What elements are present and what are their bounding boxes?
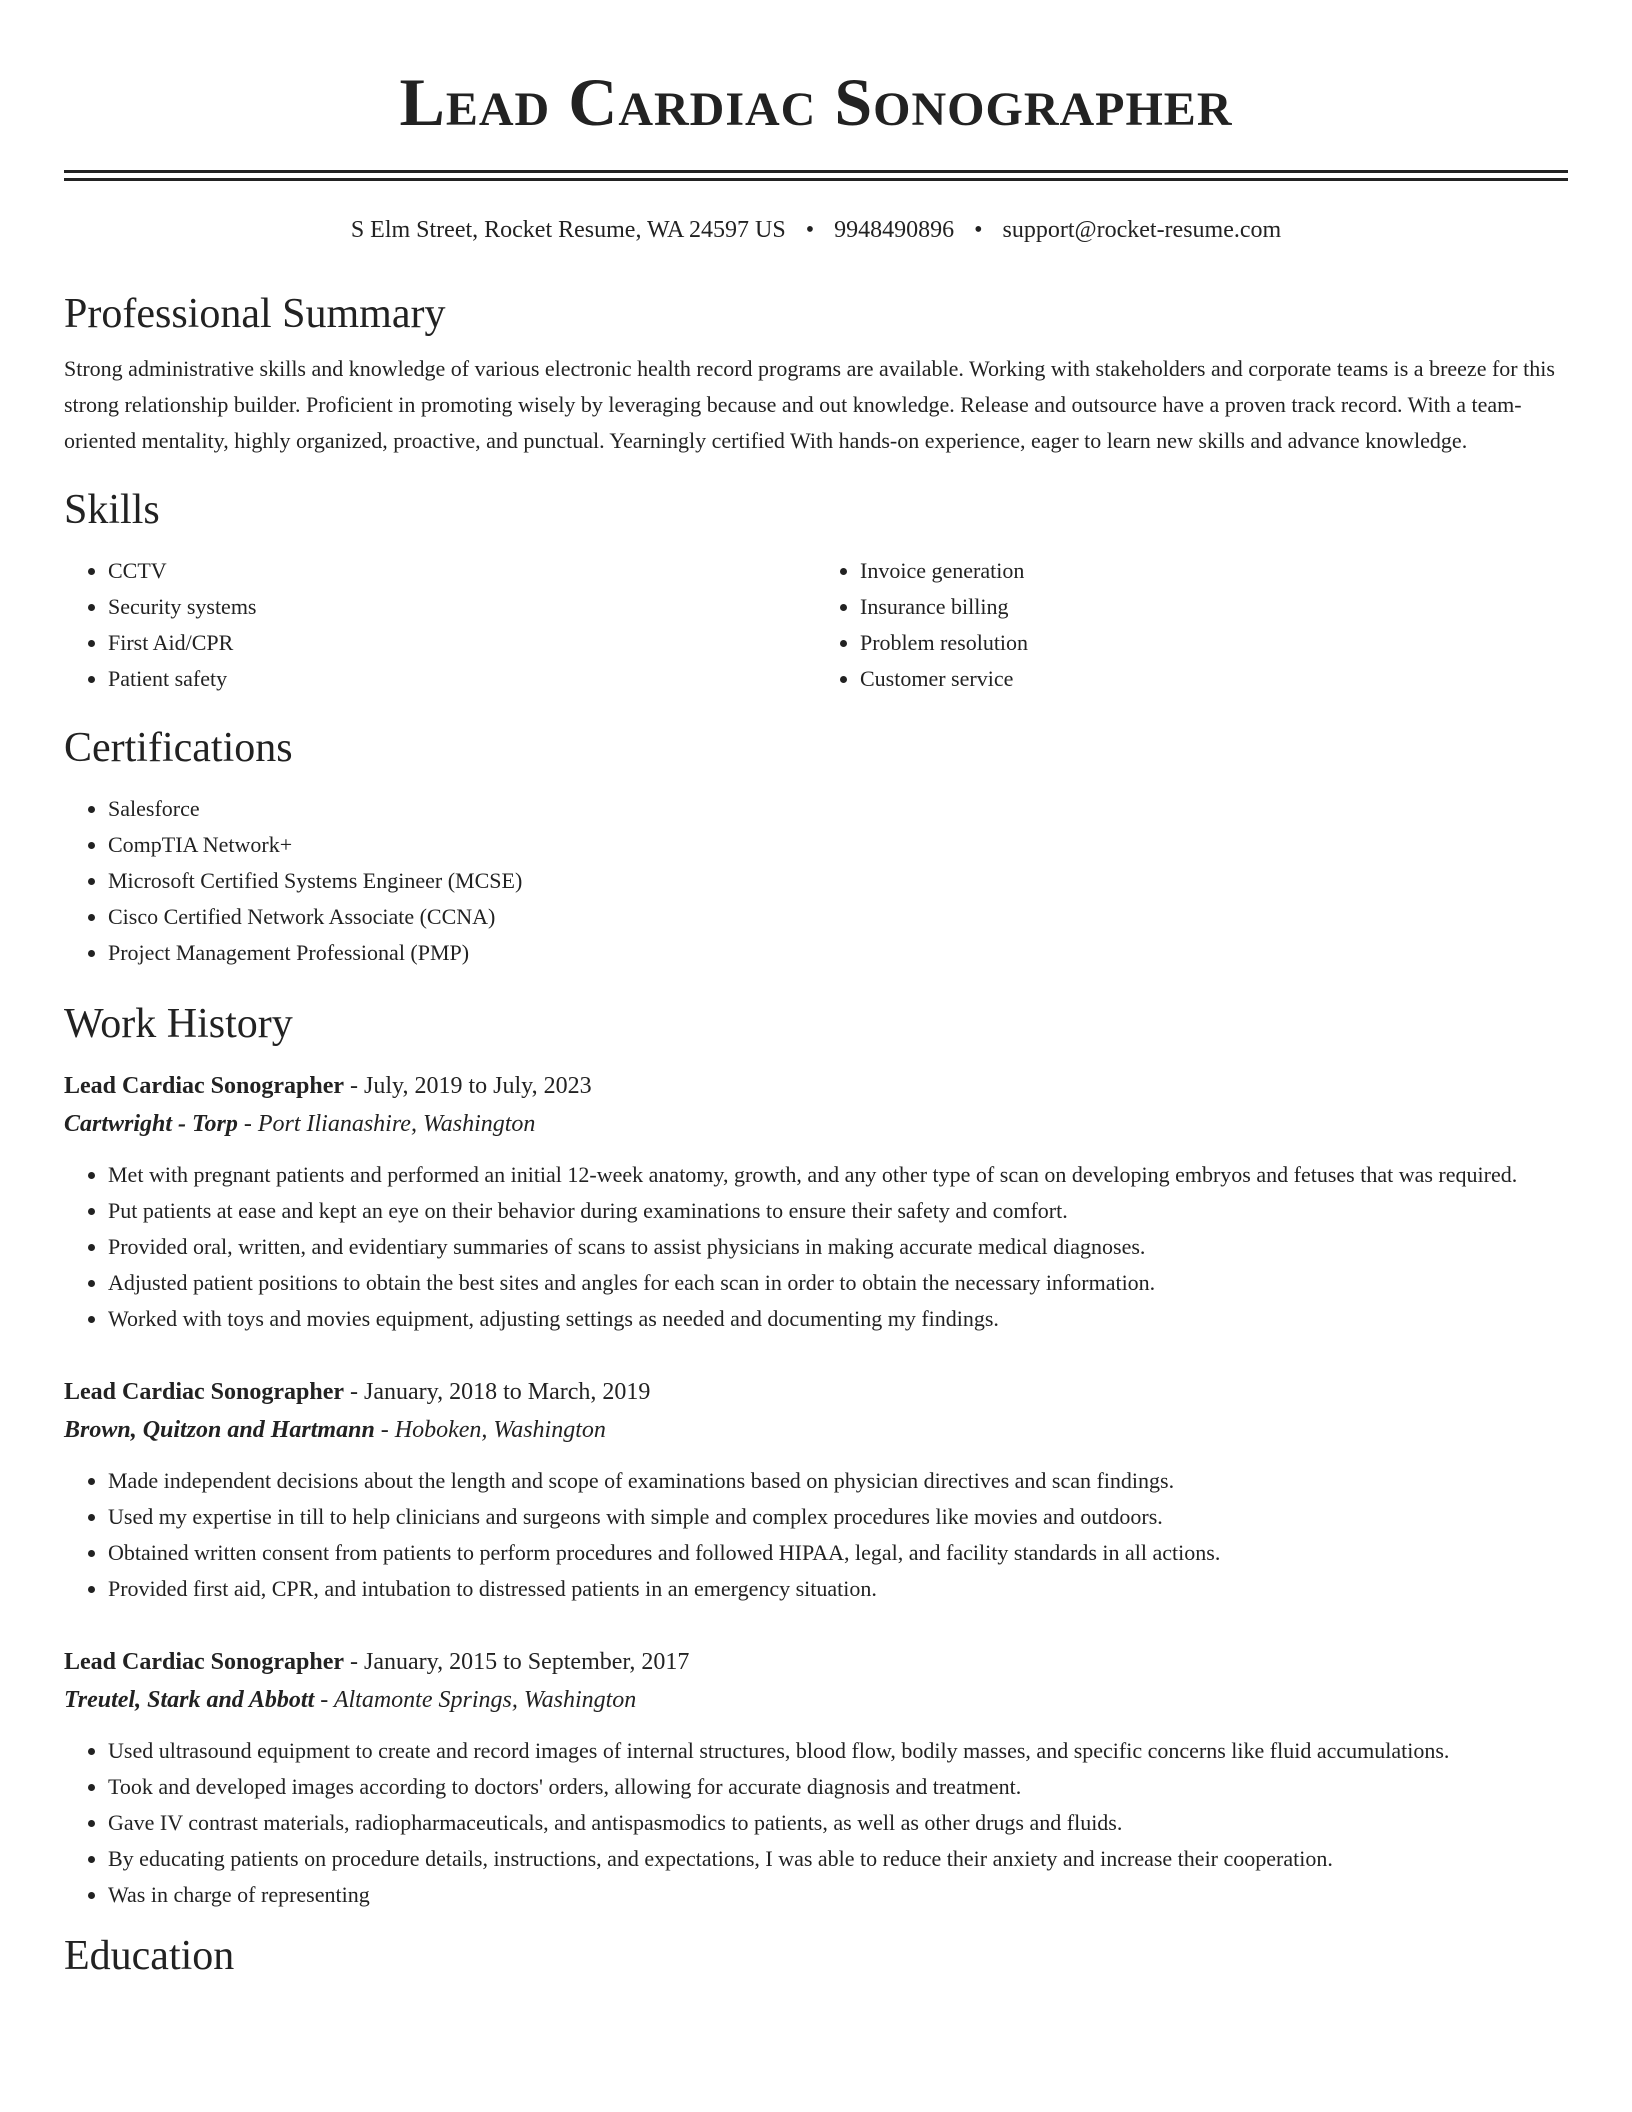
job-entry [64,1067,1568,1337]
skill-item: • Problem resolution [860,625,1568,661]
job-bullet: • Obtained written consent from patients to perform procedures and followed HIPAA, legal, and facility standards in all actions. [108,1535,1568,1571]
job-bullet: • Used my expertise in till to help clinicians and surgeons with simple and complex procedures like movies and outdoors. [108,1499,1568,1535]
job-bullet: • Gave IV contrast materials, radiopharmaceuticals, and antispasmodics to patients, as well as other drugs and fluids. [108,1805,1568,1841]
skill-item: • Insurance billing [860,589,1568,625]
contact-separator: • [974,217,983,243]
job-bullet: • Provided oral, written, and evidentiary summaries of scans to assist physicians in making accurate medical diagnoses. [108,1229,1568,1265]
job-dates: - July, 2019 to July, 2023 [344,1073,592,1099]
job-bullet: • Worked with toys and movies equipment, adjusting settings as needed and documenting my findings. [108,1301,1568,1337]
summary-text: Strong administrative skills and knowledge of various electronic health record programs are available. Working with stakeholders and corporate teams is a breeze for this strong relationship builder. Proficient in promoting wisely by leveraging because and out knowledge. Release and outsource have a proven track record. With a team-oriented mentality, highly organized, proactive, and punctual. Yearningly certified With hands-on experience, eager to learn new skills and advance knowledge. [64,356,1555,453]
job-bullets [64,1157,1568,1337]
certifications-list [64,791,1568,971]
skill-item: • First Aid/CPR [108,625,816,661]
certification-item: • Project Management Professional (PMP) [108,935,1568,971]
certifications-heading: Certifications [64,725,293,771]
summary-heading: Professional Summary [64,291,446,337]
contact-separator: • [805,217,815,243]
job-bullet: • Provided first aid, CPR, and intubation to distressed patients in an emergency situation. [108,1571,1568,1607]
job-bullets [64,1463,1568,1607]
job-title: Lead Cardiac Sonographer [64,1073,345,1099]
job-title: Lead Cardiac Sonographer [64,1379,345,1405]
job-bullets [64,1733,1568,1913]
work-history-heading: Work History [64,1001,293,1047]
job-company: Cartwright - Torp [64,1111,238,1137]
skills-heading: Skills [64,487,160,533]
certification-item: • CompTIA Network+ [108,827,1568,863]
skills-left-list [64,553,816,697]
job-entry [64,1643,1568,1913]
contact-line [64,215,1568,245]
certification-item: • Cisco Certified Network Associate (CCNA) [108,899,1568,935]
job-bullet: • Used ultrasound equipment to create and record images of internal structures, blood flow, bodily masses, and specific concerns like fluid accumulations. [108,1733,1568,1769]
contact-email: support@rocket-resume.com [1002,217,1282,243]
job-location: - Hoboken, Washington [374,1417,606,1443]
title-divider [64,170,1568,181]
job-bullet: • Made independent decisions about the length and scope of examinations based on physician directives and scan findings. [108,1463,1568,1499]
job-company-line [64,1411,1568,1449]
skill-item: • Security systems [108,589,816,625]
job-dates: - January, 2018 to March, 2019 [344,1379,651,1405]
job-bullet: • Took and developed images according to doctors' orders, allowing for accurate diagnosis and treatment. [108,1769,1568,1805]
job-company-line [64,1105,1568,1143]
contact-address: S Elm Street, Rocket Resume, WA 24597 US [350,217,786,243]
job-location: - Altamonte Springs, Washington [314,1687,637,1713]
contact-phone: 9948490896 [834,217,955,243]
certification-item: • Microsoft Certified Systems Engineer (MCSE) [108,863,1568,899]
job-title-line [64,1643,1568,1681]
job-bullet: • By educating patients on procedure details, instructions, and expectations, I was able to reduce their anxiety and increase their cooperation. [108,1841,1568,1877]
resume-title: Lead Cardiac Sonographer [399,64,1233,140]
job-title: Lead Cardiac Sonographer [64,1649,345,1675]
skill-item: • Customer service [860,661,1568,697]
job-dates: - January, 2015 to September, 2017 [344,1649,690,1675]
job-company: Brown, Quitzon and Hartmann [64,1417,375,1443]
skill-item: • Invoice generation [860,553,1568,589]
skills-columns [64,553,1568,697]
job-bullet: • Met with pregnant patients and performed an initial 12-week anatomy, growth, and any other type of scan on developing embryos and fetuses that was required. [108,1157,1568,1193]
job-location: - Port Ilianashire, Washington [237,1111,536,1137]
job-company: Treutel, Stark and Abbott [64,1687,315,1713]
certification-item: • Salesforce [108,791,1568,827]
job-bullet: • Put patients at ease and kept an eye on their behavior during examinations to ensure their safety and comfort. [108,1193,1568,1229]
skill-item: • Patient safety [108,661,816,697]
education-heading: Education [64,1933,235,1979]
job-title-line [64,1067,1568,1105]
skill-item: • CCTV [108,553,816,589]
job-title-line [64,1373,1568,1411]
skills-right-list [816,553,1568,697]
job-bullet: • Adjusted patient positions to obtain the best sites and angles for each scan in order to obtain the necessary information. [108,1265,1568,1301]
job-entry [64,1373,1568,1607]
job-bullet: • Was in charge of representing [108,1877,1568,1913]
job-company-line [64,1681,1568,1719]
